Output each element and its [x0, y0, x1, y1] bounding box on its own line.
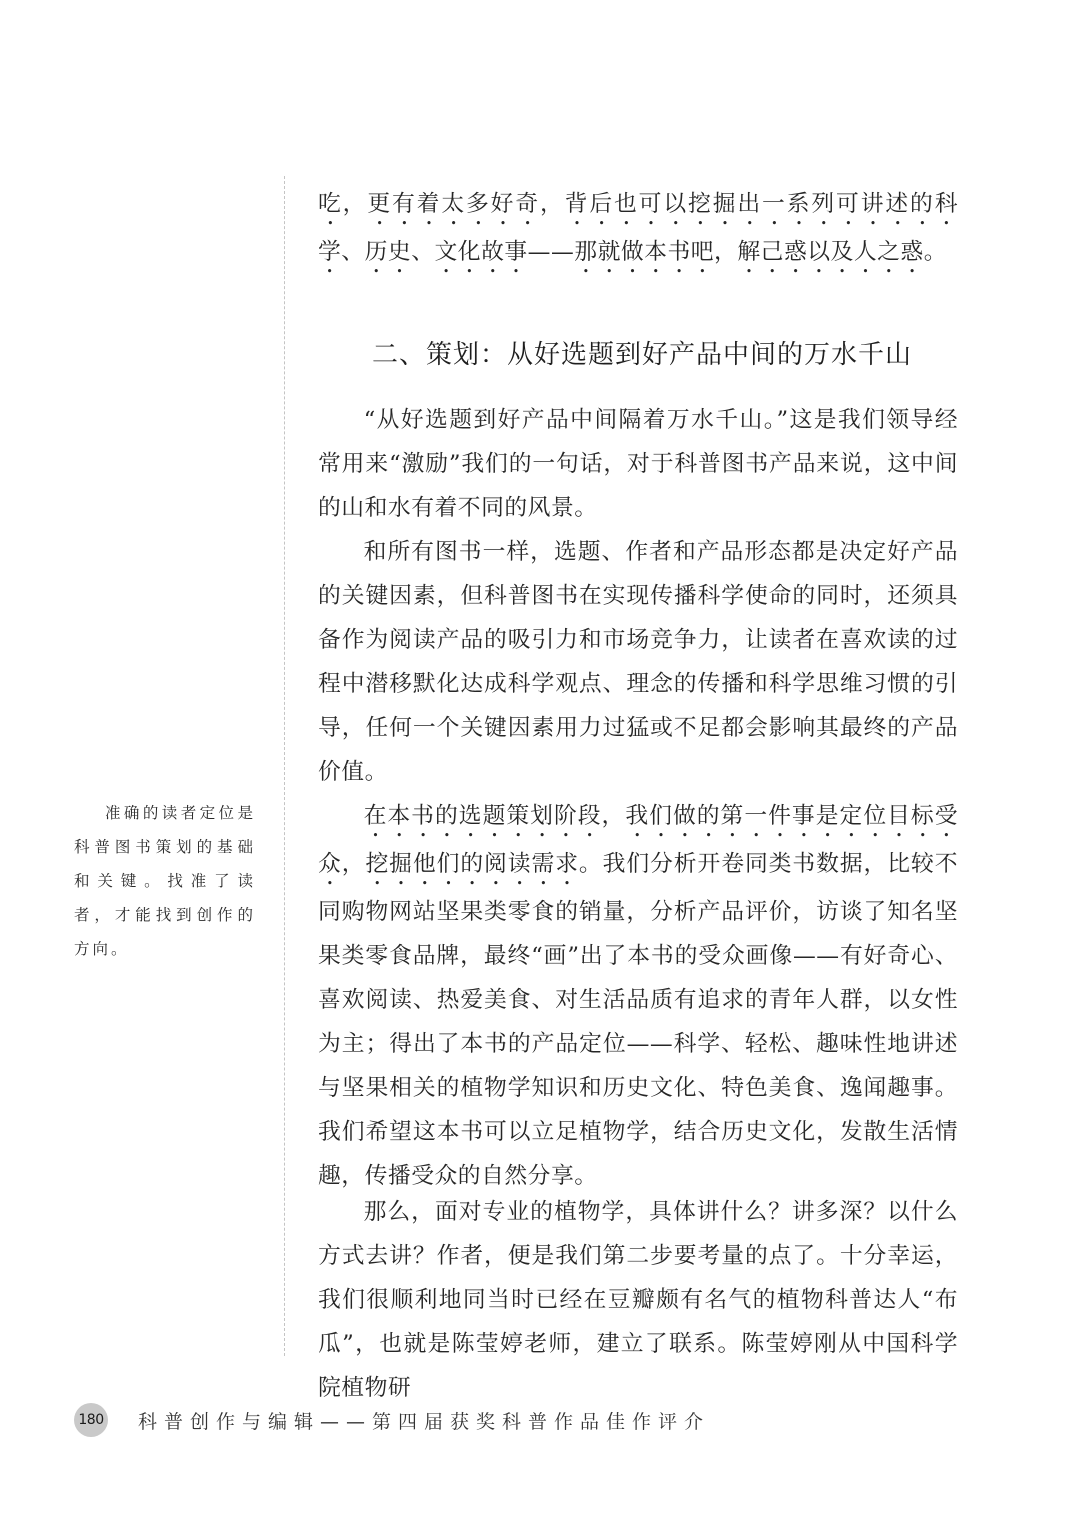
paragraph-2: 和所有图书一样，选题、作者和产品形态都是决定好产品的关键因素，但科普图书在实现传播科学使命的同时，还须具备作为阅读产品的吸引力和市场竞争力，让读者在喜欢读的过程中潜移默化达成科学观点、理念的传播和科学思维习惯的引导，任何一个关键因素用力过猛或不足都会影响其最终的产品价值。 [318, 539, 958, 785]
paragraph-3 [318, 794, 958, 1198]
paragraph-4: 那么，面对专业的植物学，具体讲什么？讲多深？以什么方式去讲？作者，便是我们第二步要考量的点了。十分幸运，我们很顺利地同当时已经在豆瓣颇有名气的植物科普达人“布瓜”，也就是陈莹婷老师，建立了联系。陈莹婷刚从中国科学院植物研 [318, 1199, 958, 1401]
continuation-paragraph: 吃，更有着太多好奇，背后也可以挖掘出一系列可讲述的科学、历史、文化故事——那就做本书吧，解己惑以及人之惑。 [318, 191, 958, 265]
margin-divider [284, 176, 285, 1356]
page-footer [74, 1400, 710, 1440]
section-heading: 二、策划：从好选题到好产品中间的万水千山 [372, 340, 913, 370]
paragraph-3-rest: 我们分析开卷同类书数据，比较不同购物网站坚果类零食的销量，分析产品评价，访谈了知名坚果类零食品牌，最终“画”出了本书的受众画像——有好奇心、喜欢阅读、热爱美食、对生活品质有追求的青年人群，以女性为主；得出了本书的产品定位——科学、轻松、趣味性地讲述与坚果相关的植物学知识和历史文化、特色美食、逸闻趣事。我们希望这本书可以立足植物学，结合历史文化，发散生活情趣，传播受众的自然分享。 [318, 851, 959, 1189]
page-number-badge: 180 [74, 1403, 108, 1437]
margin-note: 准确的读者定位是科普图书策划的基础和关键。找准了读者，才能找到创作的方向。 [74, 804, 256, 958]
paragraph-1: “从好选题到好产品中间隔着万水千山。”这是我们领导经常用来“激励”我们的一句话，对于科普图书产品来说，这中间的山和水有着不同的风景。 [318, 407, 958, 521]
paragraph-3-emphasis: 在本书的选题策划阶段，我们做的第一件事是定位目标受众，挖掘他们的阅读需求。 [318, 803, 958, 877]
running-title: 科普创作与编辑——第四届获奖科普作品佳作评介 [138, 1410, 711, 1433]
